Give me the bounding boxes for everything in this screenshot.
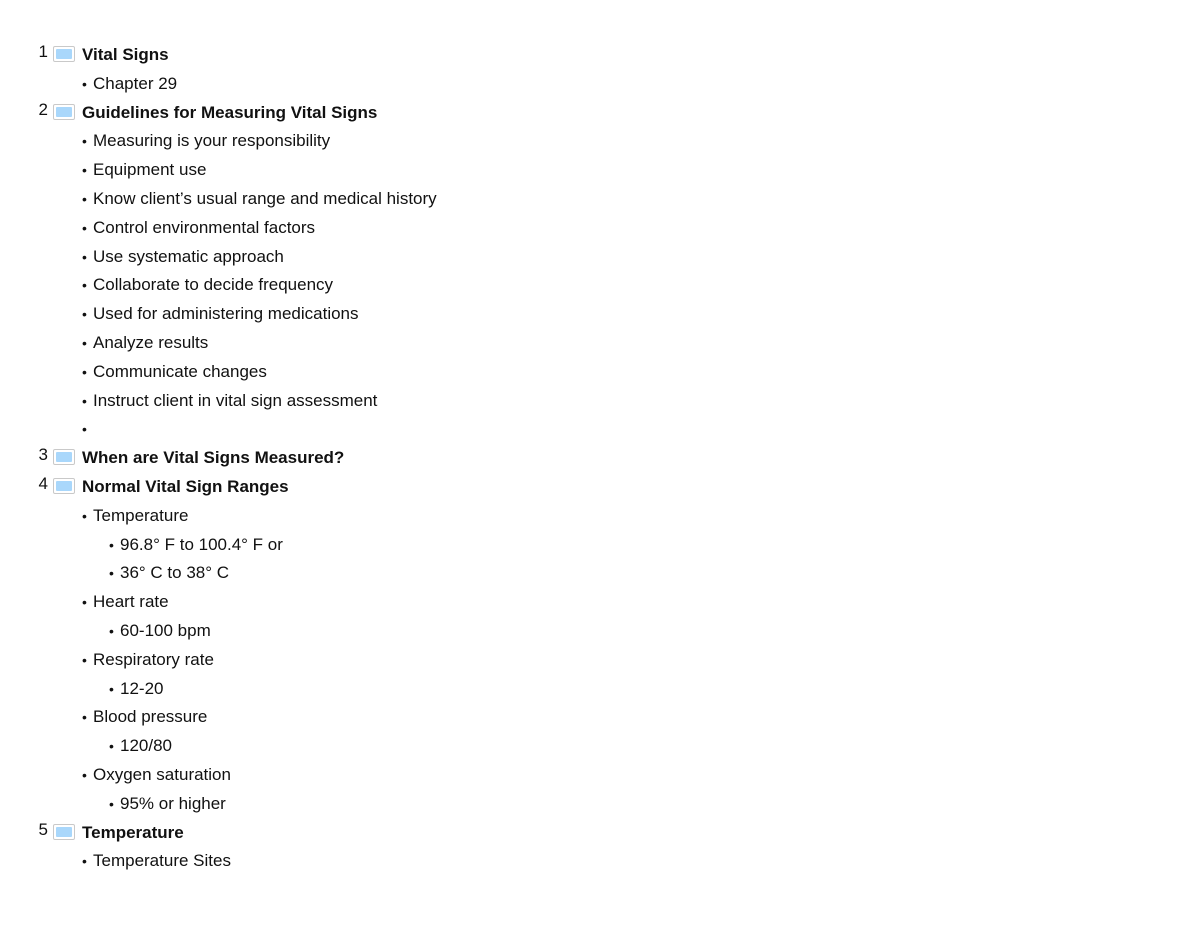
slide-thumbnail-icon[interactable]	[53, 46, 75, 62]
bullet-dot: •	[82, 133, 87, 150]
slide-title[interactable]: When are Vital Signs Measured?	[82, 448, 345, 468]
slide-number: 3	[38, 445, 48, 465]
slide-thumbnail-icon[interactable]	[53, 104, 75, 120]
bullet-dot: •	[109, 738, 114, 755]
bullet-item[interactable]	[0, 587, 1200, 616]
bullet-dot: •	[82, 594, 87, 611]
bullet-text[interactable]: Control environmental factors	[93, 217, 316, 237]
bullet-item[interactable]	[0, 357, 1200, 386]
bullet-dot: •	[109, 565, 114, 582]
slide-row-5[interactable]	[0, 818, 1200, 847]
slide-thumbnail-icon[interactable]	[53, 824, 75, 840]
bullet-item[interactable]	[0, 386, 1200, 415]
slide-thumbnail-fill	[56, 107, 72, 117]
bullet-dot: •	[82, 75, 87, 92]
bullet-item[interactable]	[0, 846, 1200, 875]
bullet-item[interactable]	[0, 731, 1200, 760]
bullet-item[interactable]	[0, 155, 1200, 184]
bullet-text[interactable]: Analyze results	[93, 332, 209, 352]
bullet-dot: •	[82, 277, 87, 294]
bullet-text[interactable]: Chapter 29	[93, 73, 178, 93]
slide-thumbnail-icon[interactable]	[53, 478, 75, 494]
bullet-dot: •	[82, 766, 87, 783]
bullet-item[interactable]	[0, 270, 1200, 299]
bullet-dot: •	[82, 219, 87, 236]
bullet-item[interactable]	[0, 242, 1200, 271]
bullet-dot: •	[82, 853, 87, 870]
bullet-text[interactable]: 95% or higher	[120, 793, 226, 813]
slide-title[interactable]: Guidelines for Measuring Vital Signs	[82, 102, 378, 122]
bullet-text[interactable]: Use systematic approach	[93, 246, 284, 266]
slide-title[interactable]: Vital Signs	[82, 45, 169, 64]
bullet-dot: •	[82, 363, 87, 380]
bullet-item[interactable]	[0, 299, 1200, 328]
bullet-item[interactable]	[0, 126, 1200, 155]
slide-thumbnail-fill	[56, 452, 72, 462]
bullet-item[interactable]	[0, 69, 1200, 98]
bullet-item[interactable]	[0, 558, 1200, 587]
slide-row-1[interactable]	[0, 40, 1200, 69]
bullet-item[interactable]	[0, 530, 1200, 559]
bullet-dot: •	[82, 162, 87, 179]
slide-thumbnail-fill	[56, 827, 72, 837]
bullet-text[interactable]: Instruct client in vital sign assessment	[93, 390, 378, 410]
bullet-item[interactable]	[0, 414, 1200, 443]
bullet-item[interactable]	[0, 501, 1200, 530]
bullet-text[interactable]: Communicate changes	[93, 361, 267, 381]
bullet-text[interactable]: Know client’s usual range and medical history	[93, 188, 437, 208]
bullet-text[interactable]: Collaborate to decide frequency	[93, 275, 334, 295]
slide-thumbnail-fill	[56, 49, 72, 59]
slide-thumbnail-icon[interactable]	[53, 449, 75, 465]
slide-thumbnail-fill	[56, 481, 72, 491]
bullet-dot: •	[82, 651, 87, 668]
bullet-dot: •	[109, 795, 114, 812]
outline-view	[0, 40, 1200, 875]
bullet-item[interactable]	[0, 645, 1200, 674]
bullet-text[interactable]: Measuring is your responsibility	[93, 131, 331, 151]
bullet-text[interactable]: 96.8° F to 100.4° F or	[120, 534, 283, 554]
bullet-text[interactable]: 12-20	[120, 678, 164, 698]
slide-row-2[interactable]	[0, 98, 1200, 127]
bullet-item[interactable]	[0, 616, 1200, 645]
bullet-item[interactable]	[0, 213, 1200, 242]
bullet-dot: •	[82, 248, 87, 265]
bullet-item[interactable]	[0, 760, 1200, 789]
bullet-item[interactable]	[0, 789, 1200, 818]
bullet-text[interactable]: Equipment use	[93, 160, 207, 180]
bullet-dot: •	[109, 622, 114, 639]
bullet-dot: •	[82, 190, 87, 207]
bullet-text[interactable]: Heart rate	[93, 592, 169, 612]
bullet-dot: •	[109, 680, 114, 697]
bullet-text[interactable]: Temperature	[93, 505, 189, 525]
slide-number: 4	[38, 473, 48, 493]
slide-number: 2	[38, 99, 48, 119]
bullet-dot: •	[82, 709, 87, 726]
bullet-dot: •	[82, 392, 87, 409]
bullet-text[interactable]: Blood pressure	[93, 707, 208, 727]
bullet-dot: •	[109, 536, 114, 553]
slide-title[interactable]: Normal Vital Sign Ranges	[82, 476, 289, 496]
slide-number: 1	[38, 42, 48, 61]
slide-row-3[interactable]	[0, 443, 1200, 472]
slide-row-4[interactable]	[0, 472, 1200, 501]
bullet-text[interactable]: Temperature Sites	[93, 851, 231, 871]
bullet-dot: •	[82, 507, 87, 524]
bullet-text[interactable]: 36° C to 38° C	[120, 563, 230, 583]
bullet-dot: •	[82, 306, 87, 323]
bullet-dot: •	[82, 421, 87, 438]
slide-number: 5	[38, 819, 48, 839]
bullet-item[interactable]	[0, 674, 1200, 703]
bullet-item[interactable]	[0, 328, 1200, 357]
bullet-text[interactable]: 120/80	[120, 736, 172, 756]
bullet-text[interactable]: Respiratory rate	[93, 649, 214, 669]
bullet-item[interactable]	[0, 702, 1200, 731]
bullet-text[interactable]: Used for administering medications	[93, 304, 359, 324]
bullet-item[interactable]	[0, 184, 1200, 213]
bullet-text[interactable]: Oxygen saturation	[93, 764, 231, 784]
bullet-dot: •	[82, 334, 87, 351]
bullet-text[interactable]: 60-100 bpm	[120, 620, 211, 640]
slide-title[interactable]: Temperature	[82, 822, 184, 842]
